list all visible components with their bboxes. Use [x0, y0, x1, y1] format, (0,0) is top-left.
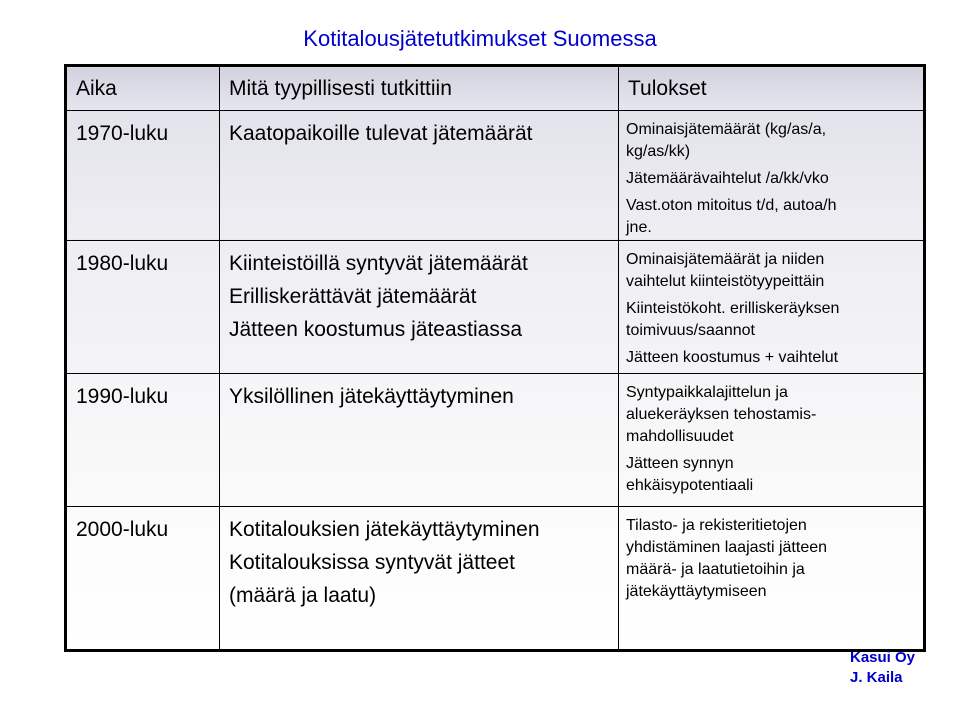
header-studied: Mitä tyypillisesti tutkittiin	[229, 77, 452, 100]
result-line: jne.	[626, 218, 652, 236]
footer-author: J. Kaila	[850, 669, 903, 686]
result-line: Jätemäärävaihtelut /a/kk/vko	[626, 169, 829, 187]
studied-item: Kotitalouksissa syntyvät jätteet	[229, 551, 515, 575]
era-cell	[66, 110, 220, 241]
result-line: Tilasto- ja rekisteritietojen	[626, 517, 807, 535]
header-cell	[619, 66, 925, 111]
studied-item: Erilliskerättävät jätemäärät	[229, 285, 477, 309]
result-line: yhdistäminen laajasti jätteen	[626, 539, 828, 557]
result-line: vaihtelut kiinteistötyypeittäin	[626, 273, 825, 291]
page-title: Kotitalousjätetutkimukset Suomessa	[303, 26, 657, 51]
studied-list	[220, 111, 618, 150]
results-cell	[619, 241, 925, 374]
studied-item: Yksilöllinen jätekäyttäytyminen	[229, 385, 514, 409]
era-cell	[66, 507, 220, 651]
result-line: Jätteen synnyn	[626, 455, 734, 473]
studied-item: Kiinteistöillä syntyvät jätemäärät	[229, 252, 528, 276]
result-line: ehkäisypotentiaali	[626, 477, 754, 495]
era-cell	[66, 241, 220, 374]
studied-item: Jätteen koostumus jäteastiassa	[229, 318, 522, 342]
result-line: Kiinteistökoht. erilliskeräyksen	[626, 300, 840, 318]
results-list	[619, 374, 923, 497]
table-row	[66, 507, 925, 651]
era-label: 1990-luku	[76, 385, 169, 409]
studied-cell	[220, 110, 619, 241]
result-line: aluekeräyksen tehostamis-	[626, 406, 817, 424]
header-results: Tulokset	[628, 77, 707, 100]
results-list	[619, 111, 923, 239]
studied-cell	[220, 241, 619, 374]
table-row	[66, 241, 925, 374]
studied-list	[220, 507, 618, 612]
results-cell	[619, 110, 925, 241]
header-era: Aika	[76, 77, 117, 100]
result-line: jätekäyttäytymiseen	[626, 583, 767, 601]
studied-item: Kaatopaikoille tulevat jätemäärät	[229, 121, 533, 145]
table-header-row	[66, 66, 925, 111]
results-cell	[619, 507, 925, 651]
results-cell	[619, 374, 925, 507]
studied-cell	[220, 374, 619, 507]
result-line: Jätteen koostumus + vaihtelut	[626, 349, 839, 367]
studied-item: (määrä ja laatu)	[229, 584, 377, 608]
result-line: määrä- ja laatutietoihin ja	[626, 561, 805, 579]
era-cell	[66, 374, 220, 507]
era-label: 1970-luku	[76, 121, 169, 145]
research-table	[64, 64, 926, 652]
result-line: toimivuus/saannot	[626, 322, 755, 340]
result-line: Vast.oton mitoitus t/d, autoa/h	[626, 196, 837, 214]
result-line: Syntypaikkalajittelun ja	[626, 384, 788, 402]
result-line: Ominaisjätemäärät ja niiden	[626, 251, 825, 269]
footer-credit	[850, 648, 950, 688]
table-row	[66, 374, 925, 507]
result-line: kg/as/kk)	[626, 142, 691, 160]
table-row	[66, 110, 925, 241]
studied-cell	[220, 507, 619, 651]
header-cell	[66, 66, 220, 111]
studied-item: Kotitalouksien jätekäyttäytyminen	[229, 518, 540, 542]
studied-list	[220, 374, 618, 413]
header-cell	[220, 66, 619, 111]
era-label: 1980-luku	[76, 252, 169, 276]
footer-company: Kasui Oy	[850, 649, 916, 666]
results-list	[619, 241, 923, 369]
era-label: 2000-luku	[76, 518, 169, 542]
result-line: mahdollisuudet	[626, 428, 734, 446]
results-list	[619, 507, 923, 603]
result-line: Ominaisjätemäärät (kg/as/a,	[626, 120, 827, 138]
studied-list	[220, 241, 618, 346]
